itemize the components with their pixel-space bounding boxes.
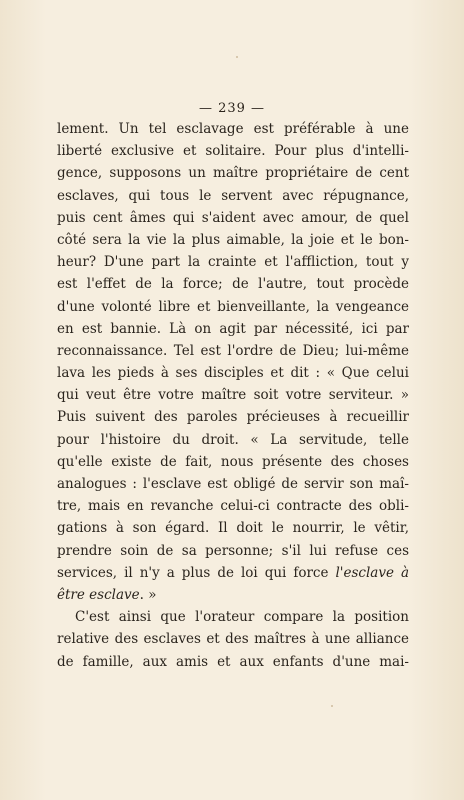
text-line: lava les pieds à ses disciples et dit : « Que celui	[57, 365, 409, 382]
text-line: prendre soin de sa personne; s'il lui refuse ces	[57, 542, 409, 559]
text-line-mixed	[57, 562, 409, 584]
italic-segment: l'esclave à	[335, 564, 409, 581]
text-line: en est bannie. Là on agit par nécessité, ici par	[57, 320, 409, 337]
text-line: est l'effet de la force; de l'autre, tout procède	[57, 276, 409, 293]
text-line: Puis suivent des paroles précieuses à recueillir	[57, 409, 409, 426]
paper-speck	[331, 705, 333, 707]
text-line: pour l'histoire du droit. « La servitude, telle	[57, 431, 409, 448]
text-line: heur? D'une part la crainte et l'affliction, tout y	[57, 254, 409, 271]
text-line: tre, mais en revanche celui-ci contracte des obli-	[57, 498, 409, 515]
text-line: relative des esclaves et des maîtres à une alliance	[57, 631, 409, 648]
body-text	[57, 118, 409, 673]
text-line: qui veut être votre maître soit votre serviteur. »	[57, 387, 409, 404]
text-line: reconnaissance. Tel est l'ordre de Dieu; lui-même	[57, 342, 409, 359]
text-line: d'une volonté libre et bienveillante, la vengeance	[57, 298, 409, 315]
text-line: de famille, aux amis et aux enfants d'une mai-	[57, 653, 409, 670]
text-line: côté sera la vie la plus aimable, la joie et le bon-	[57, 231, 409, 248]
text-segment: services, il n'y a plus de loi qui force	[57, 564, 329, 581]
paper-speck	[236, 56, 238, 58]
text-line: lement. Un tel esclavage est préférable à une	[57, 121, 409, 137]
text-line: gations à son égard. Il doit le nourrir, le vêtir,	[57, 520, 409, 537]
text-line: puis cent âmes qui s'aident avec amour, de quel	[57, 209, 409, 226]
text-line: gence, supposons un maître propriétaire de cent	[57, 165, 409, 182]
text-line: analogues : l'esclave est obligé de servir son maî-	[57, 476, 409, 492]
text-line-mixed	[57, 584, 409, 606]
italic-segment: être esclave	[57, 586, 140, 603]
text-line: esclaves, qui tous le servent avec répugnance,	[57, 187, 409, 204]
text-line: qu'elle existe de fait, nous présente des choses	[57, 453, 409, 470]
text-segment: . »	[139, 586, 157, 603]
text-line: C'est ainsi que l'orateur compare la position	[75, 609, 409, 626]
page-number: — 239 —	[198, 101, 266, 116]
text-line: liberté exclusive et solitaire. Pour plus d'intelli-	[57, 143, 409, 160]
